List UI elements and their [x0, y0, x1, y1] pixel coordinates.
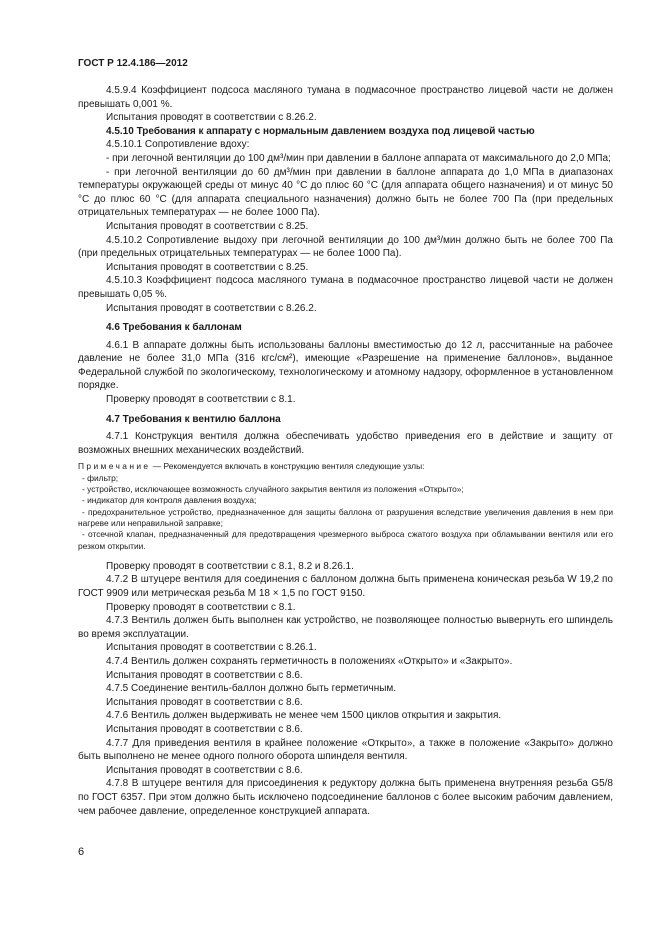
section-upper — [78, 84, 613, 457]
paragraph: Испытания проводят в соответствии с 8.26.1. — [106, 642, 317, 654]
note-item: - фильтр; — [82, 472, 119, 483]
paragraph: 4.7.1 Конструкция вентиля должна обеспечивать удобство приведения его в действие и защиту от возможных внешних механических воздействий. — [78, 431, 613, 456]
paragraph: - при легочной вентиляции до 60 дм³/мин при давлении в баллоне аппарата до 1,0 МПа в диапазонах температуры окружающей среды от минус 40 °С до плюс 60 °С (для аппарата общего назначения) и от минус 50 °С до плюс 60 °С (для аппарата специального назначения) должно быть не более 700 Па (при предельных отрицательных температурах — не более 1000 Па). — [78, 166, 613, 219]
paragraph: Испытания проводят в соответствии с 8.26.2. — [106, 302, 317, 314]
paragraph: Испытания проводят в соответствии с 8.6. — [106, 723, 303, 735]
paragraph: 4.5.10.2 Сопротивление выдоху при легочной вентиляции до 100 дм³/мин должно быть не более 700 Па (при предельных отрицательных температурах — не более 1000 Па). — [78, 234, 613, 260]
paragraph: 4.7.4 Вентиль должен сохранять герметичность в положениях «Открыто» и «Закрыто». — [106, 655, 513, 667]
note-item: - устройство, исключающее возможность случайного закрытия вентиля из положения «Открыто»; — [82, 484, 464, 495]
paragraph: Испытания проводят в соответствии с 8.25. — [106, 261, 309, 273]
paragraph: 4.7.8 В штуцере вентиля для присоединения к редуктору должна быть применена внутренняя резьба G5/8 по ГОСТ 6357. При этом должно быть исключено подсоединение баллонов с более высоким рабочим давлением, чем рабочее давление, определенное конструкцией аппарата. — [78, 778, 613, 817]
section-heading: 4.5.10 Требования к аппарату с нормальным давлением воздуха под лицевой частью — [106, 125, 535, 137]
paragraph: Испытания проводят в соответствии с 8.6. — [106, 669, 303, 681]
paragraph: 4.5.10.1 Сопротивление вдоху: — [106, 139, 250, 151]
paragraph: Испытания проводят в соответствии с 8.6. — [106, 696, 303, 708]
note-block — [78, 461, 613, 551]
note-item: - предохранительное устройство, предназначенное для защиты баллона от разрушения вследствие увеличения давления в нем при нагреве или неправильной заправке; — [78, 506, 613, 528]
paragraph: 4.7.3 Вентиль должен быть выполнен как устройство, не позволяющее полностью вывернуть его шпиндель во время эксплуатации. — [78, 615, 613, 640]
note-item: - отсечной клапан, предназначенный для предотвращения чрезмерного выброса сжатого воздуха при обламывании вентиля или его резком открытии. — [78, 529, 613, 551]
paragraph: Испытания проводят в соответствии с 8.25. — [106, 220, 309, 232]
paragraph: 4.5.10.3 Коэффициент подсоса масляного тумана в подмасочное пространство лицевой части не должен превышать 0,05 %. — [78, 275, 613, 300]
page-number: 6 — [78, 846, 85, 858]
paragraph: 4.6.1 В аппарате должны быть использованы баллоны вместимостью до 12 л, рассчитанные на рабочее давление не более 31,0 МПа (316 кгс/см²), имеющие «Разрешение на применение баллонов», выданное Федеральной службой по экологическому, технологическому и атомному надзору, оформленное в установленном порядке. — [78, 339, 613, 392]
paragraph: Проверку проводят в соответствии с 8.1, 8.2 и 8.26.1. — [106, 560, 354, 572]
paragraph: Испытания проводят в соответствии с 8.6. — [106, 764, 303, 776]
paragraph: 4.7.7 Для приведения вентиля в крайнее положение «Открыто», а также в положение «Закрыто» должно быть выполнено не менее одного полного оборота шпинделя вентиля. — [78, 737, 613, 763]
note-item: - индикатор для контроля давления воздуха; — [82, 495, 257, 506]
note-intro-text: — Рекомендуется включать в конструкцию вентиля следующие узлы: — [150, 461, 425, 472]
section-heading: 4.7 Требования к вентилю баллона — [106, 413, 281, 425]
section-lower — [78, 560, 613, 818]
paragraph: Проверку проводят в соответствии с 8.1. — [106, 601, 296, 613]
document-header: ГОСТ Р 12.4.186—2012 — [78, 58, 188, 69]
paragraph: 4.7.6 Вентиль должен выдерживать не менее чем 1500 циклов открытия и закрытия. — [106, 710, 502, 722]
paragraph: 4.7.2 В штуцере вентиля для соединения с баллоном должна быть применена коническая резьба W 19,2 по ГОСТ 9909 или метрическая резьба М 18 × 1,5 по ГОСТ 9150. — [78, 574, 613, 599]
note-intro — [78, 461, 613, 472]
note-label: Примечание — [78, 461, 151, 472]
paragraph: Испытания проводят в соответствии с 8.26.2. — [106, 112, 317, 124]
section-heading: 4.6 Требования к баллонам — [106, 322, 242, 334]
paragraph: 4.5.9.4 Коэффициент подсоса масляного тумана в подмасочное пространство лицевой части не должен превышать 0,001 %. — [78, 85, 613, 110]
paragraph: - при легочной вентиляции до 100 дм³/мин при давлении в баллоне аппарата от максимального до 2,0 МПа; — [106, 152, 611, 164]
note-items — [78, 473, 613, 552]
paragraph: 4.7.5 Соединение вентиль-баллон должно быть герметичным. — [106, 683, 397, 695]
document-body — [78, 84, 613, 818]
paragraph: Проверку проводят в соответствии с 8.1. — [106, 394, 296, 406]
